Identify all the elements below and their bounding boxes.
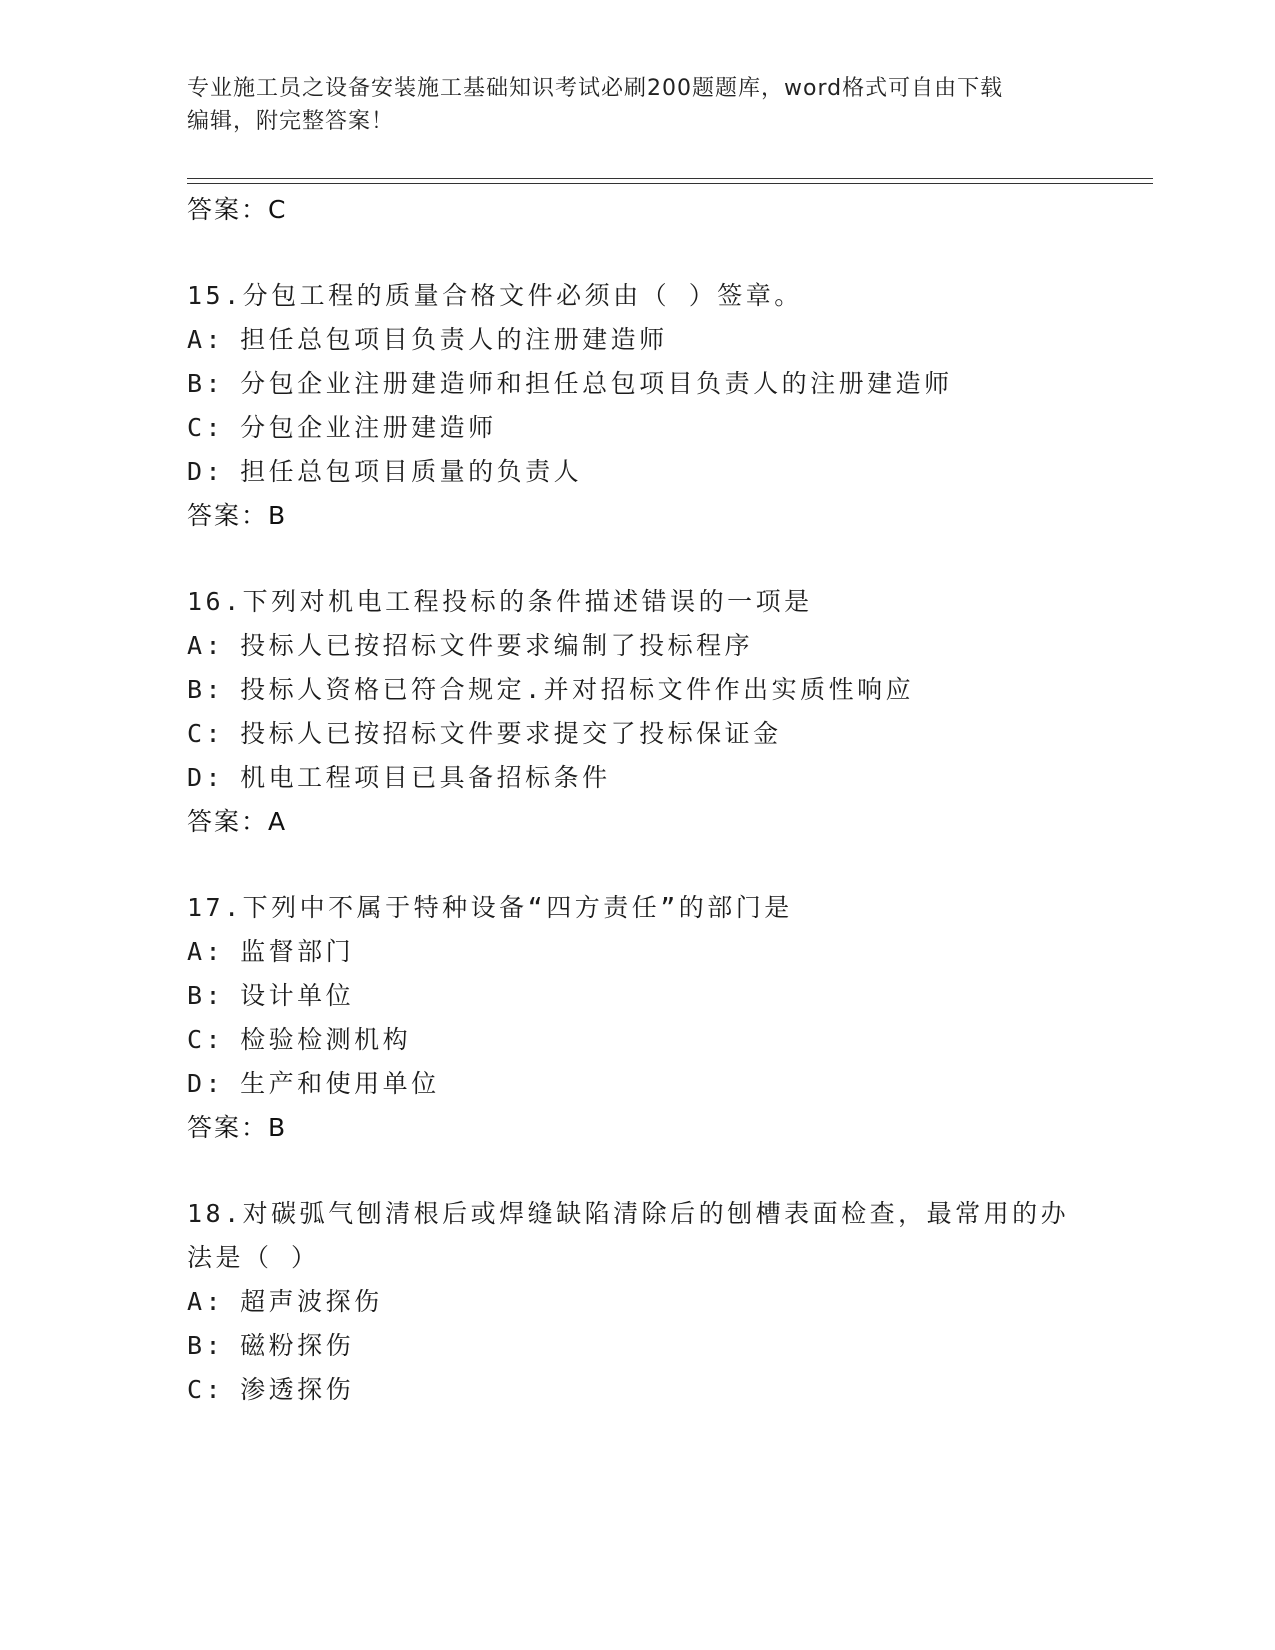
option-text: 机电工程项目已具备招标条件 <box>240 763 611 792</box>
option-letter: A: <box>187 325 225 354</box>
option-text: 设计单位 <box>240 981 355 1010</box>
option-letter: A: <box>187 631 225 660</box>
question-17-stem: 17.下列中不属于特种设备“四方责任”的部门是 <box>187 893 793 922</box>
header-line-1: 专业施工员之设备安装施工基础知识考试必刷200题题库，word格式可自由下载 <box>187 76 1004 101</box>
question-17-option-d <box>187 1064 440 1100</box>
option-letter: B: <box>187 981 225 1010</box>
option-text: 分包企业注册建造师 <box>240 413 497 442</box>
answer-q14: 答案：C <box>187 195 288 224</box>
option-letter: B: <box>187 369 225 398</box>
option-letter: B: <box>187 675 225 704</box>
question-15-option-d <box>187 452 582 488</box>
option-text: 投标人已按招标文件要求提交了投标保证金 <box>240 719 782 748</box>
question-16-option-b <box>187 670 914 706</box>
question-18-option-b <box>187 1326 354 1362</box>
option-text: 超声波探伤 <box>240 1287 383 1316</box>
question-15-option-a <box>187 320 668 356</box>
option-text: 生产和使用单位 <box>240 1069 440 1098</box>
option-text: 担任总包项目质量的负责人 <box>240 457 583 486</box>
question-18-stem-line-2: 法是（ ） <box>187 1243 320 1272</box>
header-line-2: 编辑，附完整答案！ <box>187 109 395 134</box>
option-letter: D: <box>187 457 225 486</box>
header-divider-bottom <box>187 183 1153 184</box>
document-header <box>187 72 1067 138</box>
answer-q17: 答案：B <box>187 1113 288 1142</box>
option-text: 担任总包项目负责人的注册建造师 <box>240 325 668 354</box>
option-letter: B: <box>187 1331 225 1360</box>
option-text: 磁粉探伤 <box>240 1331 355 1360</box>
question-16-option-d <box>187 758 611 794</box>
answer-q16: 答案：A <box>187 807 288 836</box>
question-17-option-a <box>187 932 354 968</box>
question-16-option-a <box>187 626 753 662</box>
question-15-option-b <box>187 364 953 400</box>
question-16-stem: 16.下列对机电工程投标的条件描述错误的一项是 <box>187 587 813 616</box>
option-letter: A: <box>187 1287 225 1316</box>
question-15-stem: 15.分包工程的质量合格文件必须由（ ）签章。 <box>187 281 803 310</box>
question-17-option-c <box>187 1020 411 1056</box>
option-text: 分包企业注册建造师和担任总包项目负责人的注册建造师 <box>240 369 953 398</box>
question-18-stem-line-1: 18.对碳弧气刨清根后或焊缝缺陷清除后的刨槽表面检查，最常用的办 <box>187 1199 1070 1228</box>
option-letter: D: <box>187 1069 225 1098</box>
option-letter: D: <box>187 763 225 792</box>
question-15-option-c <box>187 408 497 444</box>
option-text: 检验检测机构 <box>240 1025 412 1054</box>
option-text: 投标人已按招标文件要求编制了投标程序 <box>240 631 754 660</box>
option-text: 监督部门 <box>240 937 355 966</box>
header-divider-top <box>187 178 1153 179</box>
question-18-option-a <box>187 1282 383 1318</box>
answer-q15: 答案：B <box>187 501 288 530</box>
option-text: 投标人资格已符合规定.并对招标文件作出实质性响应 <box>240 675 915 704</box>
option-letter: C: <box>187 1375 225 1404</box>
question-18-option-c <box>187 1370 354 1406</box>
option-letter: C: <box>187 413 225 442</box>
option-letter: C: <box>187 719 225 748</box>
option-letter: C: <box>187 1025 225 1054</box>
option-text: 渗透探伤 <box>240 1375 355 1404</box>
option-letter: A: <box>187 937 225 966</box>
question-16-option-c <box>187 714 782 750</box>
question-17-option-b <box>187 976 354 1012</box>
